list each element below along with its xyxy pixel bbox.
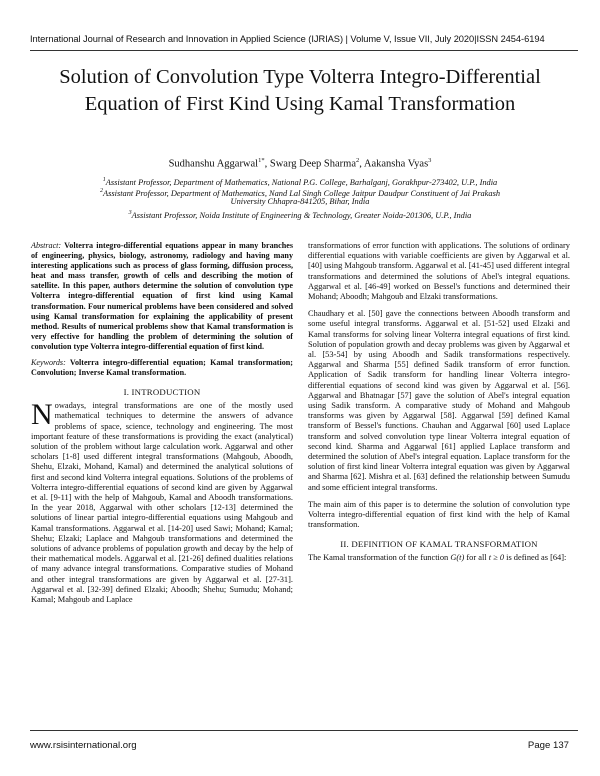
introduction-paragraph-continued: transformations of error function with applications. The solutions of ordinary differential equations with variable coefficients are given by Aggarwal et al. [40] using Mahgoub transform. Aggarwal et al. [41-45] used different integral transformations and determined the solutions of Abel's integral equations. Aggarwal et al. [46-49] worked on Bessel's functions and determined their Mohand; Aboodh; Mahgoub and Elzaki transformations. bbox=[308, 241, 570, 302]
keywords-label: Keywords: bbox=[31, 358, 66, 368]
affiliation-superscript: 3 bbox=[128, 210, 132, 216]
keywords bbox=[31, 358, 293, 378]
author-separator: , bbox=[359, 158, 364, 170]
affiliation-superscript: 1 bbox=[102, 177, 106, 183]
affiliation-text: Assistant Professor, Department of Mathematics, National P.G. College, Barhalganj, Gorakhpur-273402, U.P., India bbox=[105, 177, 498, 187]
affiliation-3 bbox=[30, 208, 570, 221]
definition-paragraph bbox=[308, 553, 570, 563]
journal-header: International Journal of Research and Innovation in Applied Science (IJRIAS) | Volume V, Issue VII, July 2020|ISSN 2454-6194 bbox=[30, 34, 545, 44]
paragraph-text: The Kamal transformation of the function bbox=[308, 553, 451, 563]
author-name: Aakansha Vyas bbox=[363, 158, 429, 170]
author-superscript: 3 bbox=[428, 157, 432, 164]
author-superscript: 2 bbox=[355, 157, 360, 164]
header-rule bbox=[30, 50, 578, 51]
section-heading-introduction: I. INTRODUCTION bbox=[123, 387, 201, 398]
introduction-paragraph-3: The main aim of this paper is to determine the solution of convolution type Volterra integro-differential equation of first kind with the help of Kamal transformation. bbox=[308, 499, 570, 530]
right-column bbox=[308, 241, 570, 571]
affiliation-2-cont: University Chhapra-841205, Bihar, India bbox=[230, 197, 370, 206]
author-name: Sudhanshu Aggarwal bbox=[168, 158, 259, 170]
footer-rule bbox=[30, 730, 578, 731]
affiliation-text: Assistant Professor, Department of Mathematics, Nand Lal Singh College Jaitpur Daudpur Constituent of Jai Prakash bbox=[102, 188, 501, 198]
paragraph-text: for all bbox=[464, 553, 489, 563]
author-list bbox=[30, 157, 570, 170]
drop-cap: N bbox=[31, 398, 53, 432]
author-superscript: 1* bbox=[258, 157, 265, 164]
paragraph-text: owadays, integral transformations are one of the mostly used mathematical techniques to determine the answers of advance problems of space, science, technology and engineering. The most important feature of these transformations is providing the exact (analytical) solution of the problem without large calculation work. Aggarwal and other scholars [1-8] used different integral transformations (Mahgoub, Aboodh, Shehu, Elzaki, Mohand, Kamal) and determined the analytical solutions of first and second kind Volterra integral equations. Solutions of the problems of Volterra integro-differential equations of second kind are given by Aggarwal et al. [9-11] with the help of Mahgoub, Kamal and Aboodh transformations. In the year 2018, Aggarwal with other scholars [12-13] determined the solutions of linear partial integro-differential equations using Mahgoub and Kamal transformations. Aggarwal et al. [14-20] used Sawi; Mohand; Kamal; Shehu; Elzaki; Laplace and Mahgoub transformations and determined the solutions of advance problems of population growth and decay by the help of their mathematical models. Aggarwal et al. [21-26] defined dualities relations of many advance integral transformations. Comparative studies of Mohand and other integral transformations are given by Aggarwal et al. [27-31]. Aggarwal et al. [32-39] defined Elzaki; Aboodh; Shehu; Sumudu; Mohand; Kamal; Mahgoub and Laplace bbox=[31, 401, 293, 605]
math-function: G(t) bbox=[450, 553, 465, 563]
author-separator: , bbox=[264, 158, 270, 170]
abstract bbox=[31, 241, 293, 352]
abstract-text: Volterra integro-differential equations appear in many branches of engineering, physics, biology, astronomy, radiology and having many interesting applications such as process of glass forming, diffusion process, heat and mass transfer, growth of cells and describing the motion of satellite. In this paper, authors determine the solution of convolution type Volterra integro-differential equation of first kind using Kamal transformation. Four numerical problems have been considered and solved using Kamal transformation for explaining the applicability of present method. Results of numerical problems show that Kamal transformation is very effective for handling the problem of determining the solution of convolution type Volterra integro-differential equation of first kind. bbox=[31, 241, 293, 351]
math-condition: t ≥ 0 bbox=[488, 553, 505, 563]
abstract-label: Abstract: bbox=[31, 241, 62, 250]
left-column bbox=[31, 241, 293, 612]
affiliation-text: Assistant Professor, Noida Institute of Engineering & Technology, Greater Noida-201306, U.P., India bbox=[131, 210, 472, 220]
introduction-paragraph bbox=[31, 398, 293, 605]
footer-website: www.rsisinternational.org bbox=[30, 740, 137, 751]
page-number: Page 137 bbox=[527, 740, 569, 751]
affiliation-superscript: 2 bbox=[99, 188, 103, 194]
keywords-text: Volterra integro-differential equation; Kamal transformation; Convolution; Inverse Kamal transformation. bbox=[31, 358, 293, 378]
section-heading-definition: II. DEFINITION OF KAMAL TRANSFORMATION bbox=[340, 539, 538, 550]
paragraph-text: is defined as [64]: bbox=[504, 553, 567, 563]
paper-title: Solution of Convolution Type Volterra Integro-Differential Equation of First Kind Using Kamal Transformation bbox=[59, 66, 541, 115]
author-name: Swarg Deep Sharma bbox=[269, 158, 356, 170]
introduction-paragraph-2: Chaudhary et al. [50] gave the connections between Aboodh transform and some useful integral transforms. Aggarwal et al. [51-52] used Elzaki and Kamal transforms for solving linear Volterra integral equations of first kind. Solution of population growth and decay problems was given by Aggarwal et al. [53-54] by using Aboodh and Sadik transformations respectively. Aggarwal and Sharma [55] defined Sadik transform of error function. Application of Sadik transform for handling linear Volterra integro-differential equations of second kind was given by Aggarwal et al. [56]. Aggarwal and Bhatnagar [57] gave the solution of Abel's integral equation using Sadik transform. A comparative study of Mohand and Mahgoub transforms was given by Aggarwal [58]. Aggarwal [59] defined Kamal transform of Bessel's functions. Chauhan and Aggarwal [60] used Laplace transform and solved convolution type linear Volterra integral equation of second kind. Sharma and Aggarwal [61] applied Laplace transform and determined the solution of Abel's integral equation. Laplace transform for the solution of first kind linear Volterra integral equation was given by Aggarwal and Sharma [62]. Mishra et al. [63] defined the relationship between Sumudu and some efficient integral transforms. bbox=[308, 309, 570, 492]
